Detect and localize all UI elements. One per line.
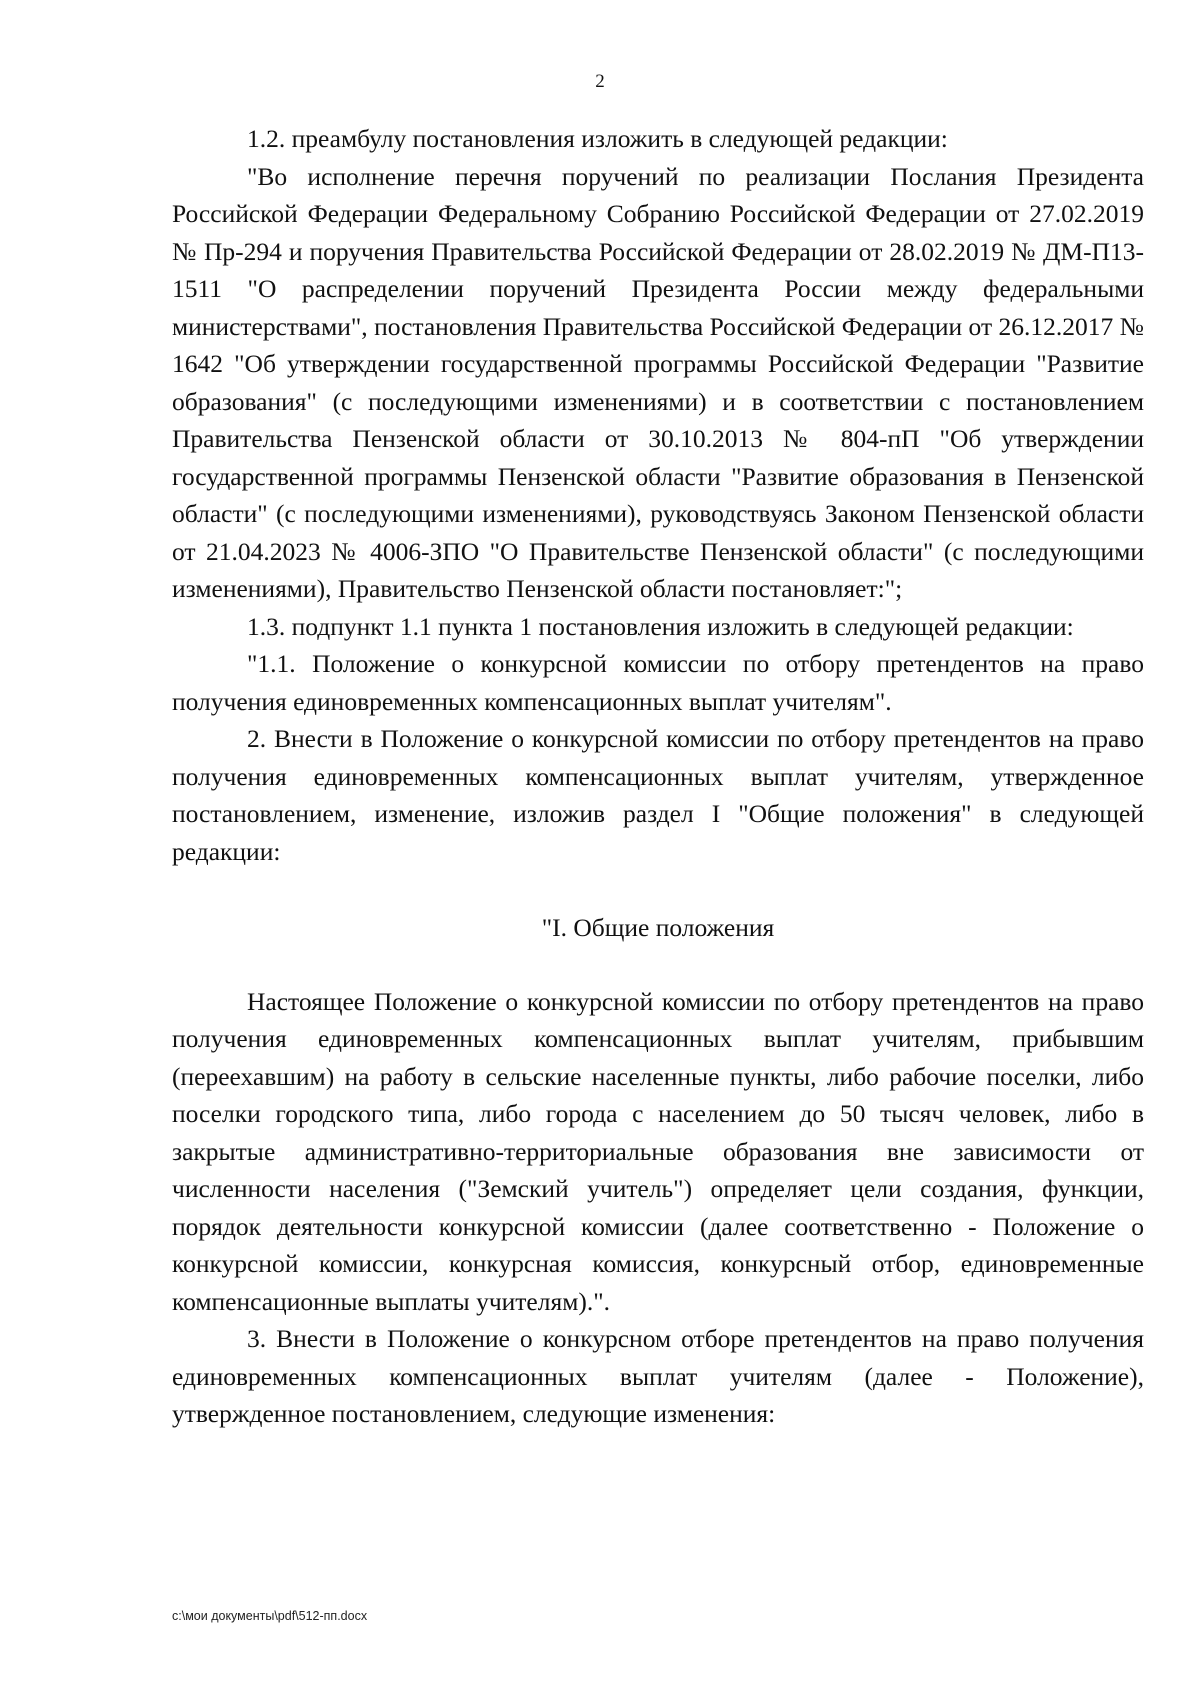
page-number: 2	[595, 71, 605, 92]
paragraph-1-2: 1.2. преамбулу постановления изложить в следующей редакции:	[247, 124, 948, 153]
paragraph-general-provisions: Настоящее Положение о конкурсной комиссии по отбору претендентов на право получения единовременных компенсационных выплат учителям, прибывшим (переехавшим) на работу в сельские населенные пункты, либо рабочие поселки, либо поселки городского типа, либо города с населением до 50 тысяч человек, либо в закрытые административно-территориальные образования вне зависимости от численности населения ("Земский учитель") определяет цели создания, функции, порядок деятельности конкурсной комиссии (далее соответственно - Положение о конкурсной комиссии, конкурсная комиссия, конкурсный отбор, единовременные компенсационные выплаты учителям).".	[172, 986, 1144, 1316]
paragraph-1-1-quote: "1.1. Положение о конкурсной комиссии по отбору претендентов на право получения единовременных компенсационных выплат учителям".	[172, 649, 1144, 716]
paragraph-3: 3. Внести в Положение о конкурсном отборе претендентов на право получения единовременных компенсационных выплат учителям (далее - Положение), утвержденное постановлением, следующие изменения:	[172, 1324, 1144, 1428]
document-body	[172, 120, 1144, 1433]
paragraph-1-3: 1.3. подпункт 1.1 пункта 1 постановления изложить в следующей редакции:	[247, 611, 1074, 641]
footer-file-path: c:\мои документы\pdf\512-пп.docx	[172, 1609, 368, 1623]
section-heading: "I. Общие положения	[541, 913, 775, 942]
paragraph-2: 2. Внести в Положение о конкурсной комиссии по отбору претендентов на право получения единовременных компенсационных выплат учителям, утвержденное постановлением, изменение, изложив раздел I "Общие положения" в следующей редакции:	[172, 724, 1144, 866]
paragraph-preamble-quote: "Во исполнение перечня поручений по реализации Послания Президента Российской Федерации Федеральному Собранию Российской Федерации от 27.02.2019 № Пр-294 и поручения Правительства Российской Федерации от 28.02.2019 № ДМ-П13-1511 "О распределении поручений Президента России между федеральными министерствами", постановления Правительства Российской Федерации от 26.12.2017 № 1642 "Об утверждении государственной программы Российской Федерации "Развитие образования" (с последующими изменениями) и в соответствии с постановлением Правительства Пензенской области от 30.10.2013 № 804-пП "Об утверждении государственной программы Пензенской области "Развитие образования в Пензенской области" (с последующими изменениями), руководствуясь Законом Пензенской области от 21.04.2023 № 4006-ЗПО "О Правительстве Пензенской области" (с последующими изменениями), Правительство Пензенской области постановляет:";	[172, 161, 1144, 603]
